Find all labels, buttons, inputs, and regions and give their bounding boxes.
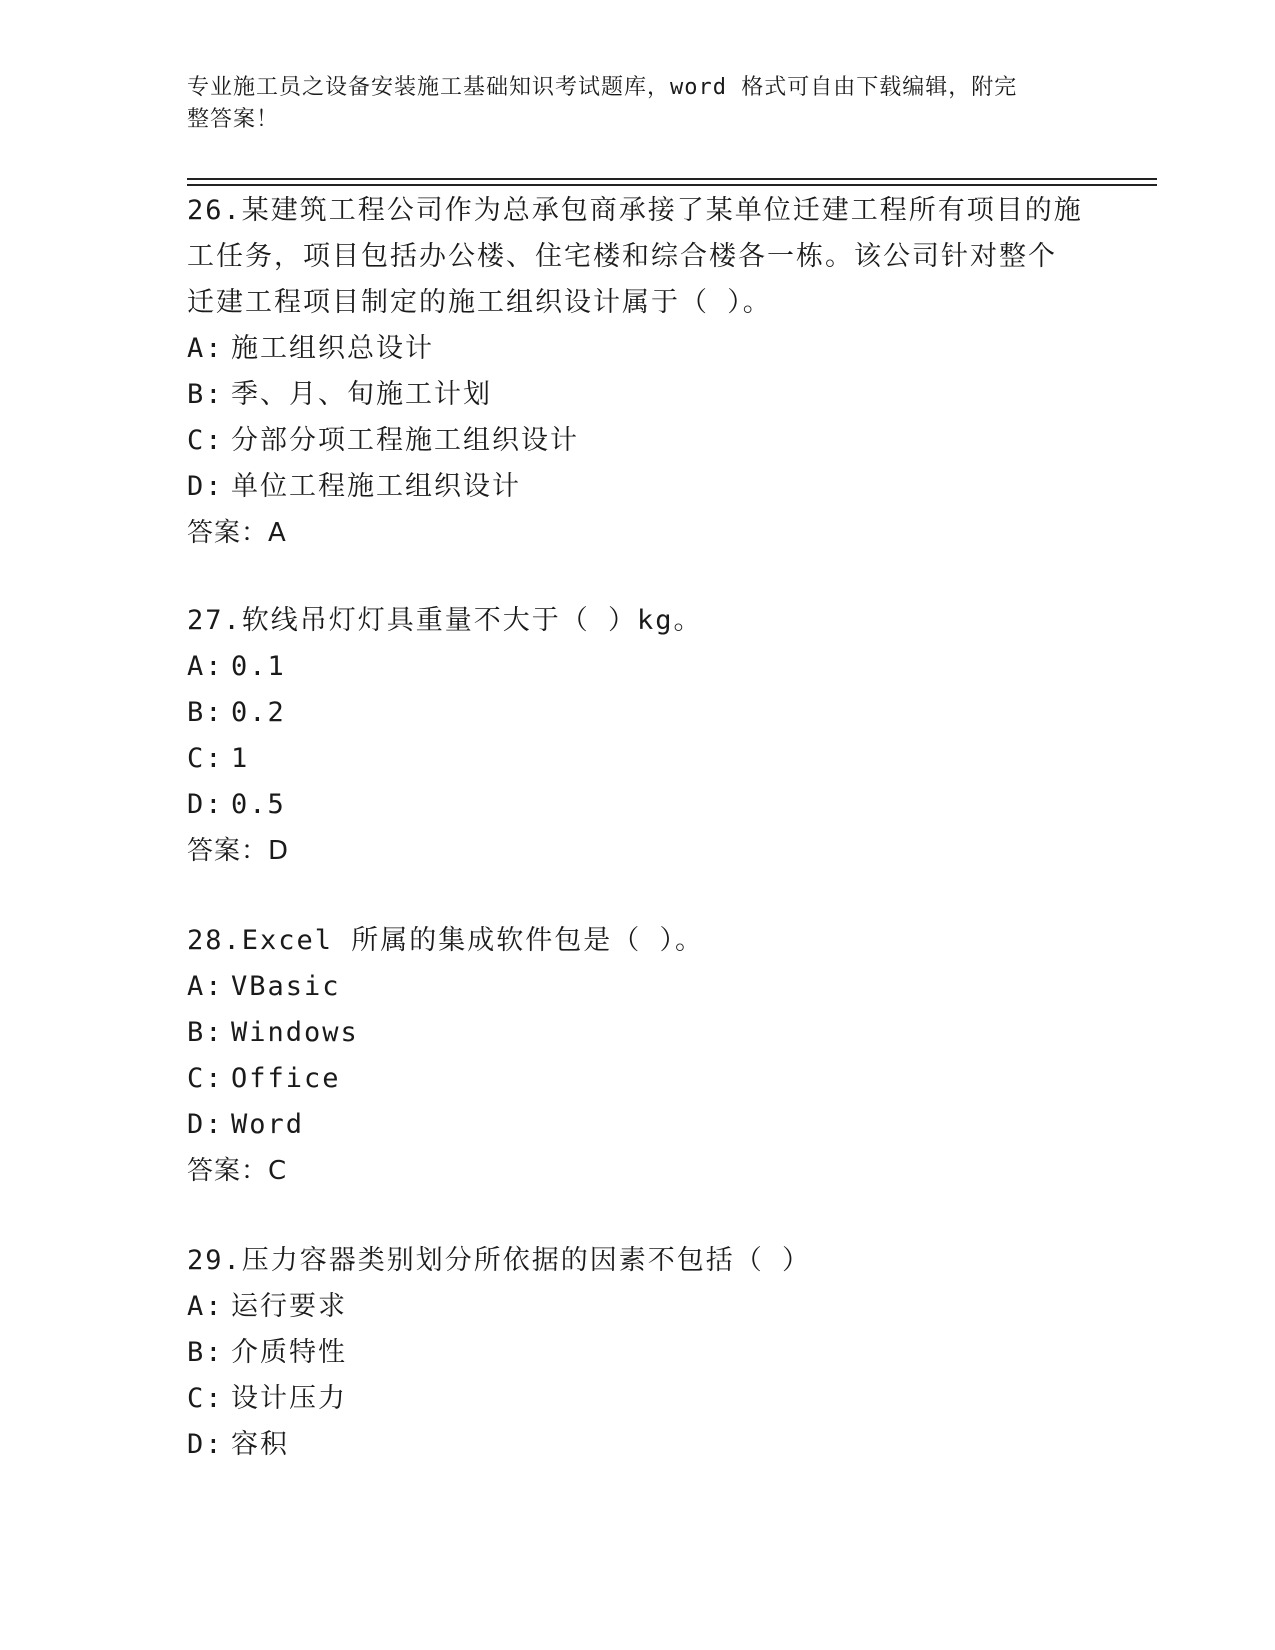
option-d bbox=[187, 782, 1087, 828]
option-label: B: bbox=[187, 1017, 224, 1048]
option-label: D: bbox=[187, 789, 224, 820]
option-text: Windows bbox=[231, 1017, 359, 1048]
header-line-1: 专业施工员之设备安装施工基础知识考试题库，word 格式可自由下载编辑，附完 bbox=[187, 75, 1018, 100]
option-text: 季、月、旬施工计划 bbox=[231, 379, 492, 410]
question-26 bbox=[187, 188, 1087, 556]
option-label: C: bbox=[187, 1383, 224, 1414]
option-label: A: bbox=[187, 971, 224, 1002]
option-d bbox=[187, 1422, 1087, 1468]
option-label: A: bbox=[187, 651, 224, 682]
option-label: C: bbox=[187, 743, 224, 774]
question-stem-line: 28.Excel 所属的集成软件包是（ ）。 bbox=[187, 925, 705, 956]
option-text: 运行要求 bbox=[231, 1291, 347, 1322]
option-b bbox=[187, 372, 1087, 418]
question-stem-line: 工任务，项目包括办公楼、住宅楼和综合楼各一栋。该公司针对整个 bbox=[187, 241, 1057, 272]
answer-line: 答案：D bbox=[187, 836, 290, 866]
option-text: 0.5 bbox=[231, 789, 286, 820]
question-29 bbox=[187, 1238, 1087, 1468]
option-label: B: bbox=[187, 1337, 224, 1368]
option-text: Word bbox=[231, 1109, 305, 1140]
option-b bbox=[187, 1010, 1087, 1056]
option-b bbox=[187, 1330, 1087, 1376]
option-label: D: bbox=[187, 1109, 224, 1140]
header-line-2: 整答案！ bbox=[187, 107, 280, 132]
option-text: 0.2 bbox=[231, 697, 286, 728]
answer-line: 答案：C bbox=[187, 1156, 288, 1186]
question-28 bbox=[187, 918, 1087, 1194]
option-label: D: bbox=[187, 471, 224, 502]
option-label: A: bbox=[187, 1291, 224, 1322]
option-text: 容积 bbox=[231, 1429, 289, 1460]
question-27 bbox=[187, 598, 1087, 874]
option-label: B: bbox=[187, 697, 224, 728]
option-text: 设计压力 bbox=[231, 1383, 347, 1414]
option-text: 0.1 bbox=[231, 651, 286, 682]
option-label: A: bbox=[187, 333, 224, 364]
option-c bbox=[187, 1056, 1087, 1102]
option-a bbox=[187, 964, 1087, 1010]
question-stem-line: 29.压力容器类别划分所依据的因素不包括（ ） bbox=[187, 1245, 812, 1276]
header-divider-top bbox=[187, 178, 1157, 180]
question-stem-line: 27.软线吊灯灯具重量不大于（ ）kg。 bbox=[187, 605, 703, 636]
option-d bbox=[187, 1102, 1087, 1148]
option-text: VBasic bbox=[231, 971, 341, 1002]
answer-line: 答案：A bbox=[187, 518, 287, 548]
document-header bbox=[187, 72, 1067, 136]
question-stem-line: 26.某建筑工程公司作为总承包商承接了某单位迁建工程所有项目的施 bbox=[187, 195, 1083, 226]
option-text: 单位工程施工组织设计 bbox=[231, 471, 521, 502]
header-divider-bottom bbox=[187, 184, 1157, 186]
option-a bbox=[187, 1284, 1087, 1330]
option-d bbox=[187, 464, 1087, 510]
option-a bbox=[187, 326, 1087, 372]
option-c bbox=[187, 418, 1087, 464]
option-c bbox=[187, 1376, 1087, 1422]
option-text: Office bbox=[231, 1063, 341, 1094]
option-text: 1 bbox=[231, 743, 250, 774]
option-text: 施工组织总设计 bbox=[231, 333, 434, 364]
option-c bbox=[187, 736, 1087, 782]
option-text: 介质特性 bbox=[231, 1337, 347, 1368]
option-label: D: bbox=[187, 1429, 224, 1460]
option-b bbox=[187, 690, 1087, 736]
option-text: 分部分项工程施工组织设计 bbox=[231, 425, 579, 456]
option-label: B: bbox=[187, 379, 224, 410]
option-a bbox=[187, 644, 1087, 690]
option-label: C: bbox=[187, 425, 224, 456]
option-label: C: bbox=[187, 1063, 224, 1094]
question-stem-line: 迁建工程项目制定的施工组织设计属于（ ）。 bbox=[187, 287, 772, 318]
